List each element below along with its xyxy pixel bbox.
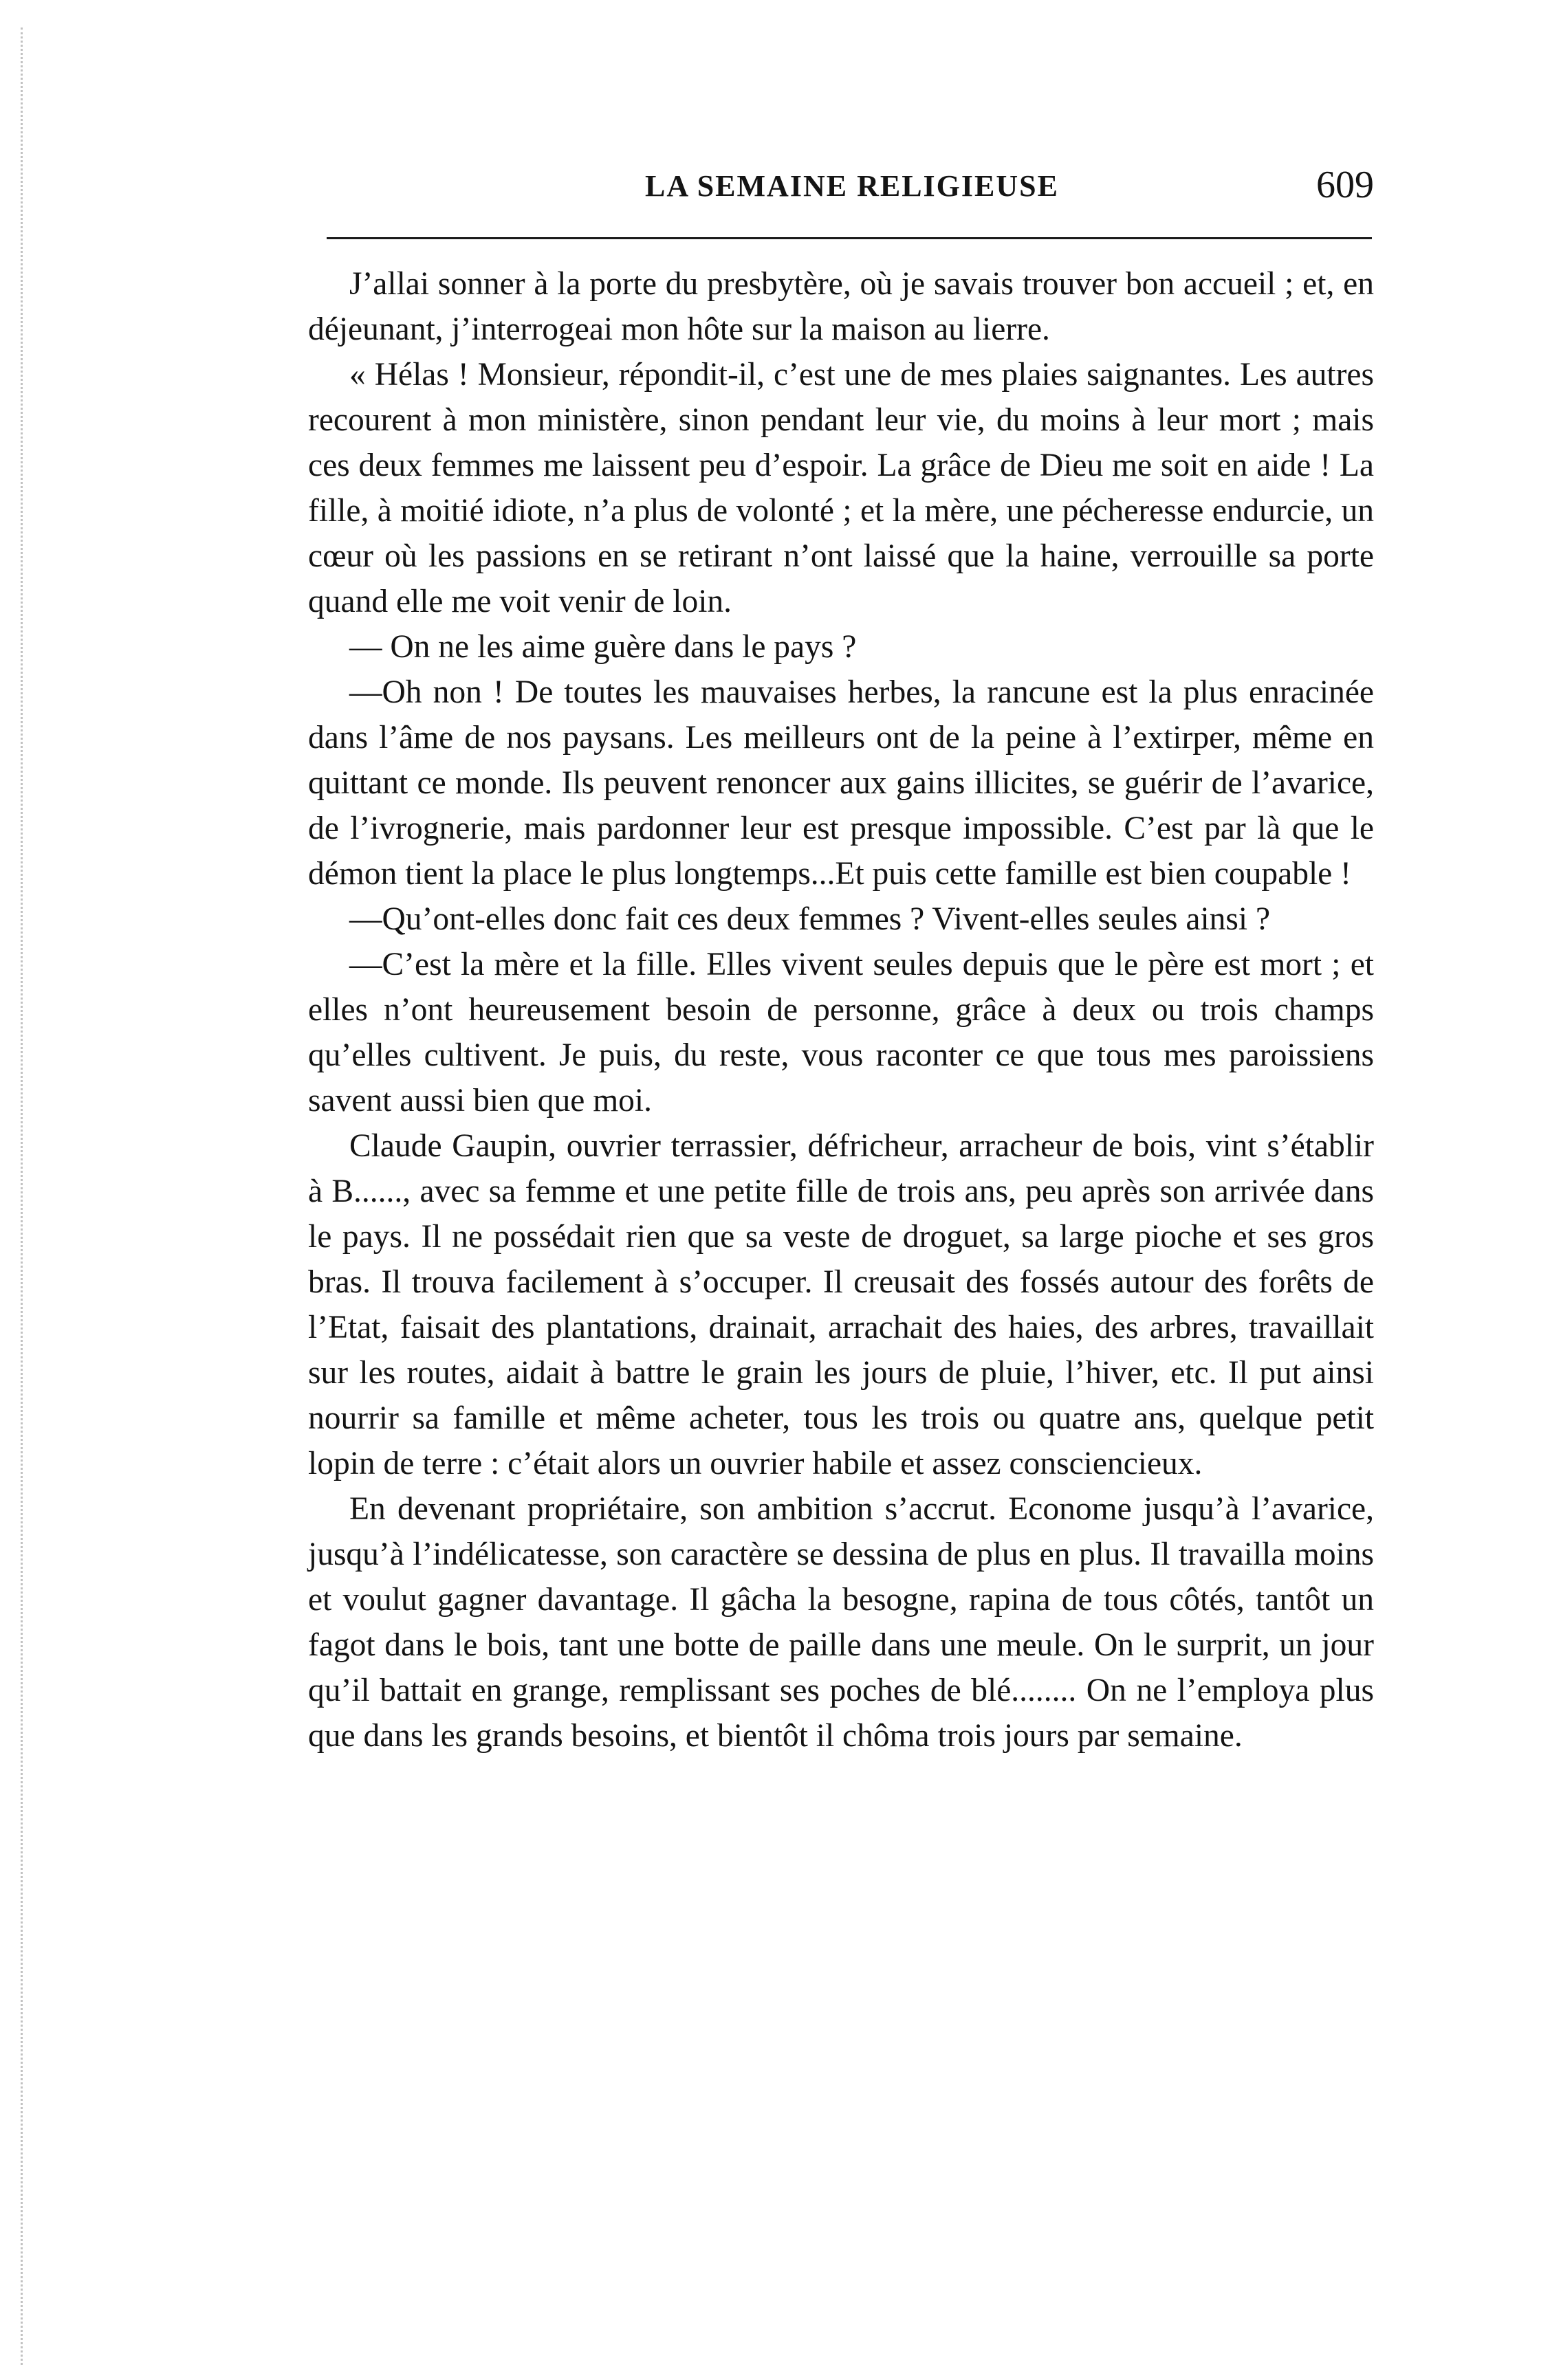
paragraph: « Hélas ! Monsieur, répondit-il, c’est une de mes plaies saignantes. Les autres recourent à mon ministère, sinon pendant leur vie, du moins à leur mort ; mais ces deux femmes me laissent peu d’espoir. La grâce de Dieu me soit en aide ! La fille, à moitié idiote, n’a plus de volonté ; et la mère, une pécheresse endurcie, un cœur où les passions en se retirant n’ont laissé que la haine, verrouille sa porte quand elle me voit venir de loin. (308, 357, 1374, 619)
header-rule (327, 237, 1372, 239)
page-header (308, 164, 1374, 217)
body-text (308, 261, 1374, 1759)
paragraph: —C’est la mère et la fille. Elles vivent seules depuis que le père est mort ; et elles n’ont heureusement besoin de personne, grâce à deux ou trois champs qu’elles cultivent. Je puis, du reste, vous raconter ce que tous mes paroissiens savent aussi bien que moi. (308, 947, 1374, 1119)
paragraph: — On ne les aime guère dans le pays ? (349, 629, 857, 665)
running-title: LA SEMAINE RELIGIEUSE (645, 169, 1059, 203)
paragraph: Claude Gaupin, ouvrier terrassier, défricheur, arracheur de bois, vint s’établir à B......, avec sa femme et une petite fille de trois ans, peu après son arrivée dans le pays. Il ne possédait rien que sa veste de droguet, sa large pioche et ses gros bras. Il trouva facilement à s’occuper. Il creusait des fossés autour des forêts de l’Etat, faisait des plantations, drainait, arrachait des haies, des arbres, travaillait sur les routes, aidait à battre le grain les jours de pluie, l’hiver, etc. Il put ainsi nourrir sa famille et même acheter, tous les trois ou quatre ans, quelque petit lopin de terre : c’était alors un ouvrier habile et assez consciencieux. (308, 1128, 1374, 1481)
paragraph: En devenant propriétaire, son ambition s’accrut. Econome jusqu’à l’avarice, jusqu’à l’indélicatesse, son caractère se dessina de plus en plus. Il travailla moins et voulut gagner davantage. Il gâcha la besogne, rapina de tous côtés, tantôt un fagot dans le bois, tant une botte de paille dans une meule. On le surprit, un jour qu’il battait en grange, remplissant ses poches de blé........ On ne l’employa plus que dans les grands besoins, et bientôt il chôma trois jours par semaine. (308, 1491, 1374, 1754)
paragraph: —Qu’ont-elles donc fait ces deux femmes ? Vivent-elles seules ainsi ? (349, 901, 1271, 937)
paragraph: —Oh non ! De toutes les mauvaises herbes, la rancune est la plus enracinée dans l’âme de nos paysans. Les meilleurs ont de la peine à l’extirper, même en quittant ce monde. Ils peuvent renoncer aux gains illicites, se guérir de l’avarice, de l’ivrognerie, mais pardonner leur est presque impossible. C’est par là que le démon tient la place le plus longtemps...Et puis cette famille est bien coupable ! (308, 674, 1374, 892)
page-number: 609 (1316, 164, 1374, 206)
paragraph: J’allai sonner à la porte du presbytère, où je savais trouver bon accueil ; et, en déjeunant, j’interrogeai mon hôte sur la maison au lierre. (308, 266, 1374, 347)
page-edge-margin (21, 27, 27, 2365)
